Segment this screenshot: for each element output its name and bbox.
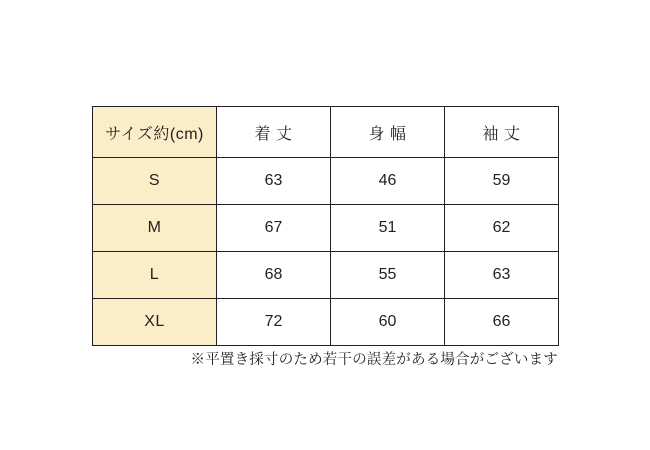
table-body [93, 158, 559, 346]
row-label-xl: XL [93, 299, 217, 346]
cell-m-width: 51 [331, 205, 445, 252]
measurement-note: ※平置き採寸のため若干の誤差がある場合がございます [190, 352, 558, 368]
cell-l-width: 55 [331, 252, 445, 299]
cell-m-sleeve: 62 [445, 205, 559, 252]
cell-xl-sleeve: 66 [445, 299, 559, 346]
cell-xl-width: 60 [331, 299, 445, 346]
row-label-s: S [93, 158, 217, 205]
header-column-length: 着 丈 [217, 107, 331, 158]
size-table [92, 106, 559, 346]
cell-l-sleeve: 63 [445, 252, 559, 299]
cell-l-length: 68 [217, 252, 331, 299]
row-label-m: M [93, 205, 217, 252]
cell-s-sleeve: 59 [445, 158, 559, 205]
table-row [93, 299, 559, 346]
header-column-sleeve: 袖 丈 [445, 107, 559, 158]
table-row [93, 252, 559, 299]
table-row [93, 158, 559, 205]
cell-m-length: 67 [217, 205, 331, 252]
header-column-width: 身 幅 [331, 107, 445, 158]
cell-xl-length: 72 [217, 299, 331, 346]
table-row [93, 205, 559, 252]
table-header [93, 107, 559, 158]
row-label-l: L [93, 252, 217, 299]
table-header-row [93, 107, 559, 158]
header-size-label: サイズ約(cm) [93, 107, 217, 158]
cell-s-length: 63 [217, 158, 331, 205]
cell-s-width: 46 [331, 158, 445, 205]
